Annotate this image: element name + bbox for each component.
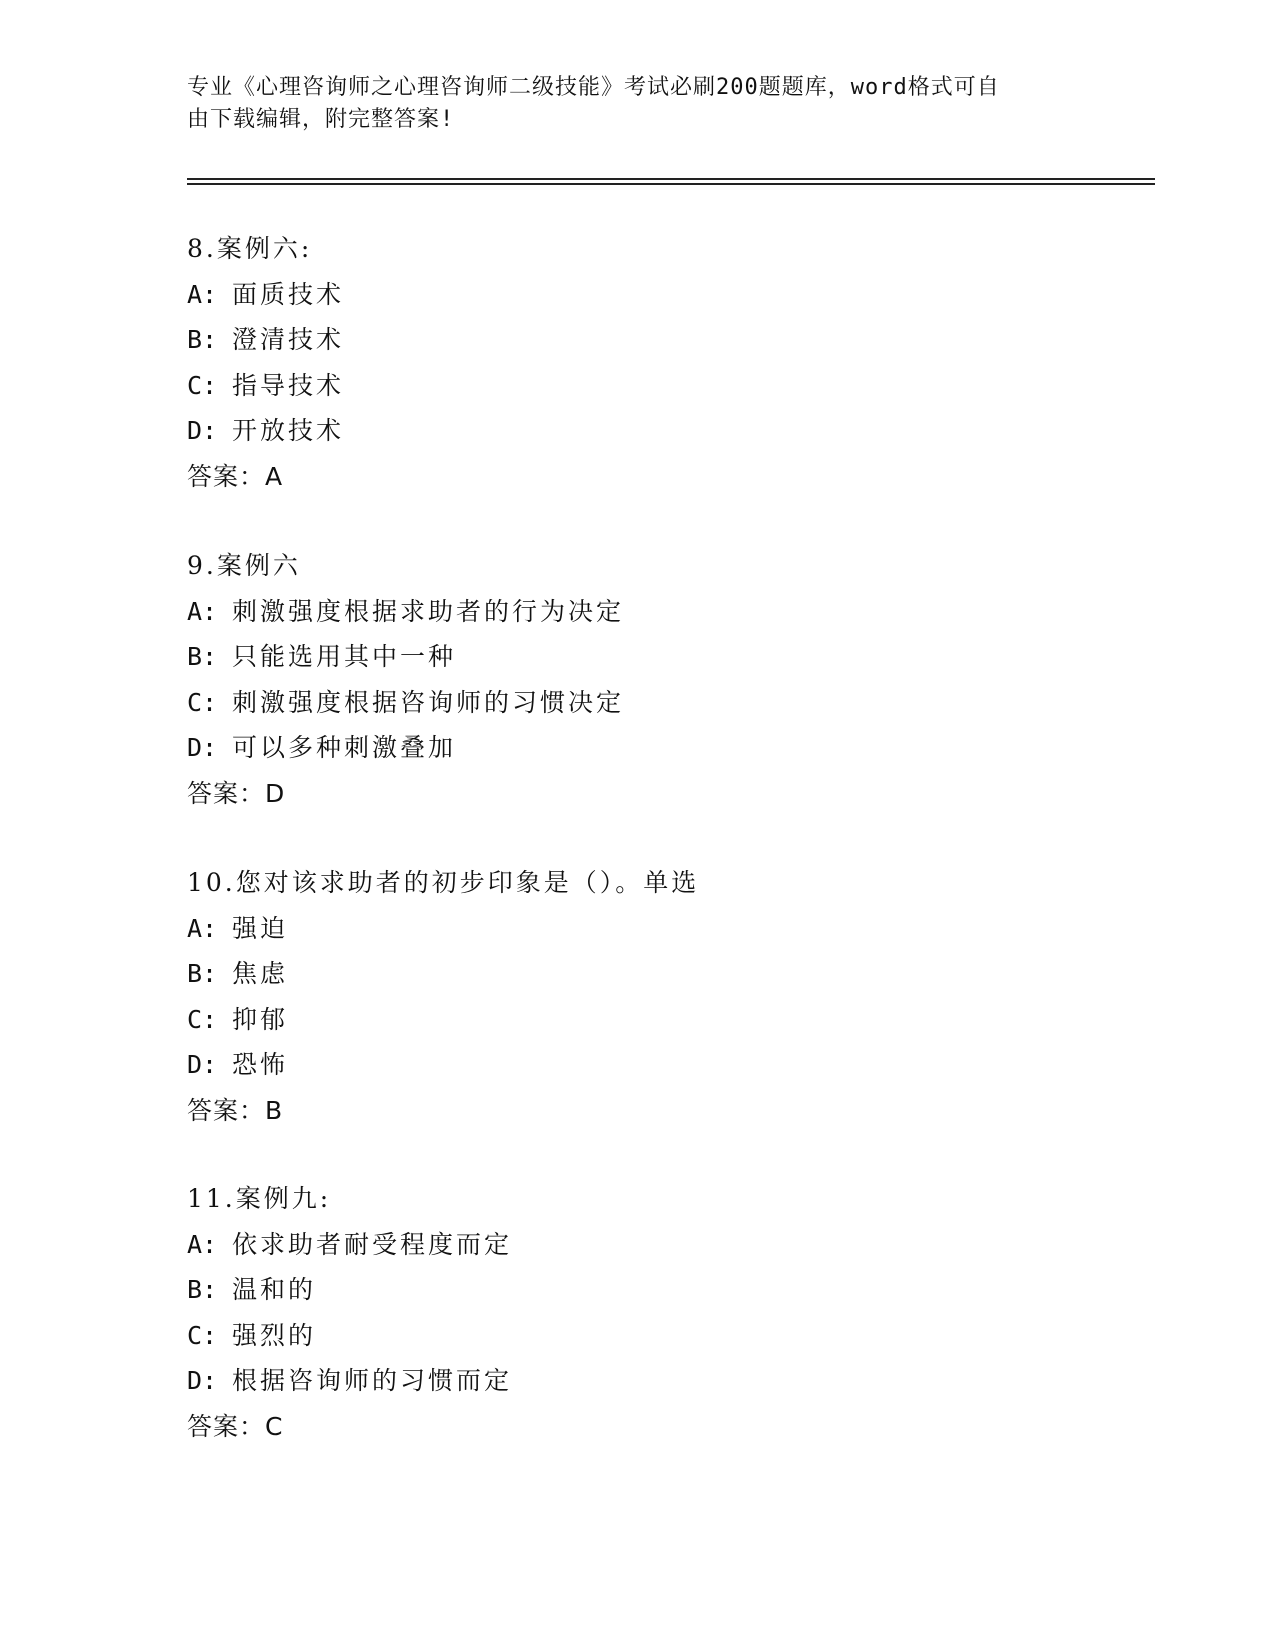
option-letter: B:: [187, 959, 218, 988]
header-divider-bottom: [187, 183, 1155, 185]
option-letter: C:: [187, 687, 218, 717]
option-d: [187, 1042, 1087, 1088]
option-text: 温和的: [232, 1275, 317, 1304]
option-c: [187, 363, 1087, 409]
option-letter: D:: [187, 733, 218, 762]
option-text: 根据咨询师的习惯而定: [232, 1366, 513, 1395]
question-11: [187, 1176, 1087, 1449]
option-a: [187, 272, 1087, 318]
option-d: [187, 1358, 1087, 1404]
option-text: 可以多种刺激叠加: [232, 733, 457, 762]
option-letter: A:: [187, 913, 218, 943]
option-text: 恐怖: [232, 1050, 289, 1079]
option-letter: B:: [187, 642, 218, 671]
option-b: [187, 317, 1087, 363]
option-text: 刺激强度根据求助者的行为决定: [232, 596, 625, 626]
question-8: [187, 226, 1087, 499]
option-d: [187, 725, 1087, 771]
header-line-2: 由下载编辑，附完整答案!: [187, 107, 455, 132]
answer-line: 答案：D: [187, 778, 286, 808]
option-text: 焦虑: [232, 959, 289, 988]
option-letter: D:: [187, 1366, 218, 1395]
option-b: [187, 951, 1087, 997]
option-a: [187, 906, 1087, 952]
option-letter: C:: [187, 1320, 218, 1350]
option-text: 抑郁: [232, 1004, 289, 1034]
option-a: [187, 1222, 1087, 1268]
question-9: [187, 543, 1087, 816]
option-c: [187, 1313, 1087, 1359]
option-a: [187, 589, 1087, 635]
option-letter: A:: [187, 1229, 218, 1259]
question-stem: 9.案例六: [187, 551, 301, 580]
option-text: 澄清技术: [232, 325, 345, 354]
option-text: 强迫: [232, 913, 289, 943]
option-letter: A:: [187, 279, 218, 309]
option-c: [187, 997, 1087, 1043]
option-c: [187, 680, 1087, 726]
option-letter: D:: [187, 1050, 218, 1079]
option-text: 只能选用其中一种: [232, 642, 457, 671]
answer-line: 答案：A: [187, 461, 284, 491]
answer-line: 答案：B: [187, 1095, 284, 1125]
option-letter: D:: [187, 416, 218, 445]
question-stem: 10.您对该求助者的初步印象是（）。单选: [187, 868, 700, 897]
option-text: 开放技术: [232, 416, 345, 445]
option-text: 面质技术: [232, 279, 345, 309]
question-stem: 11.案例九:: [187, 1184, 332, 1213]
option-b: [187, 1267, 1087, 1313]
document-header: [187, 72, 1067, 136]
option-letter: A:: [187, 596, 218, 626]
question-stem: 8.案例六:: [187, 234, 313, 263]
answer-line: 答案：C: [187, 1411, 284, 1441]
option-letter: C:: [187, 370, 218, 400]
option-letter: B:: [187, 325, 218, 354]
option-d: [187, 408, 1087, 454]
option-letter: C:: [187, 1004, 218, 1034]
option-letter: B:: [187, 1275, 218, 1304]
option-text: 刺激强度根据咨询师的习惯决定: [232, 687, 625, 717]
header-line-1: 专业《心理咨询师之心理咨询师二级技能》考试必刷200题题库，word格式可自: [187, 75, 1000, 100]
option-text: 指导技术: [232, 370, 345, 400]
header-divider-top: [187, 178, 1155, 180]
option-text: 依求助者耐受程度而定: [232, 1229, 513, 1259]
question-10: [187, 860, 1087, 1133]
option-b: [187, 634, 1087, 680]
option-text: 强烈的: [232, 1320, 317, 1350]
